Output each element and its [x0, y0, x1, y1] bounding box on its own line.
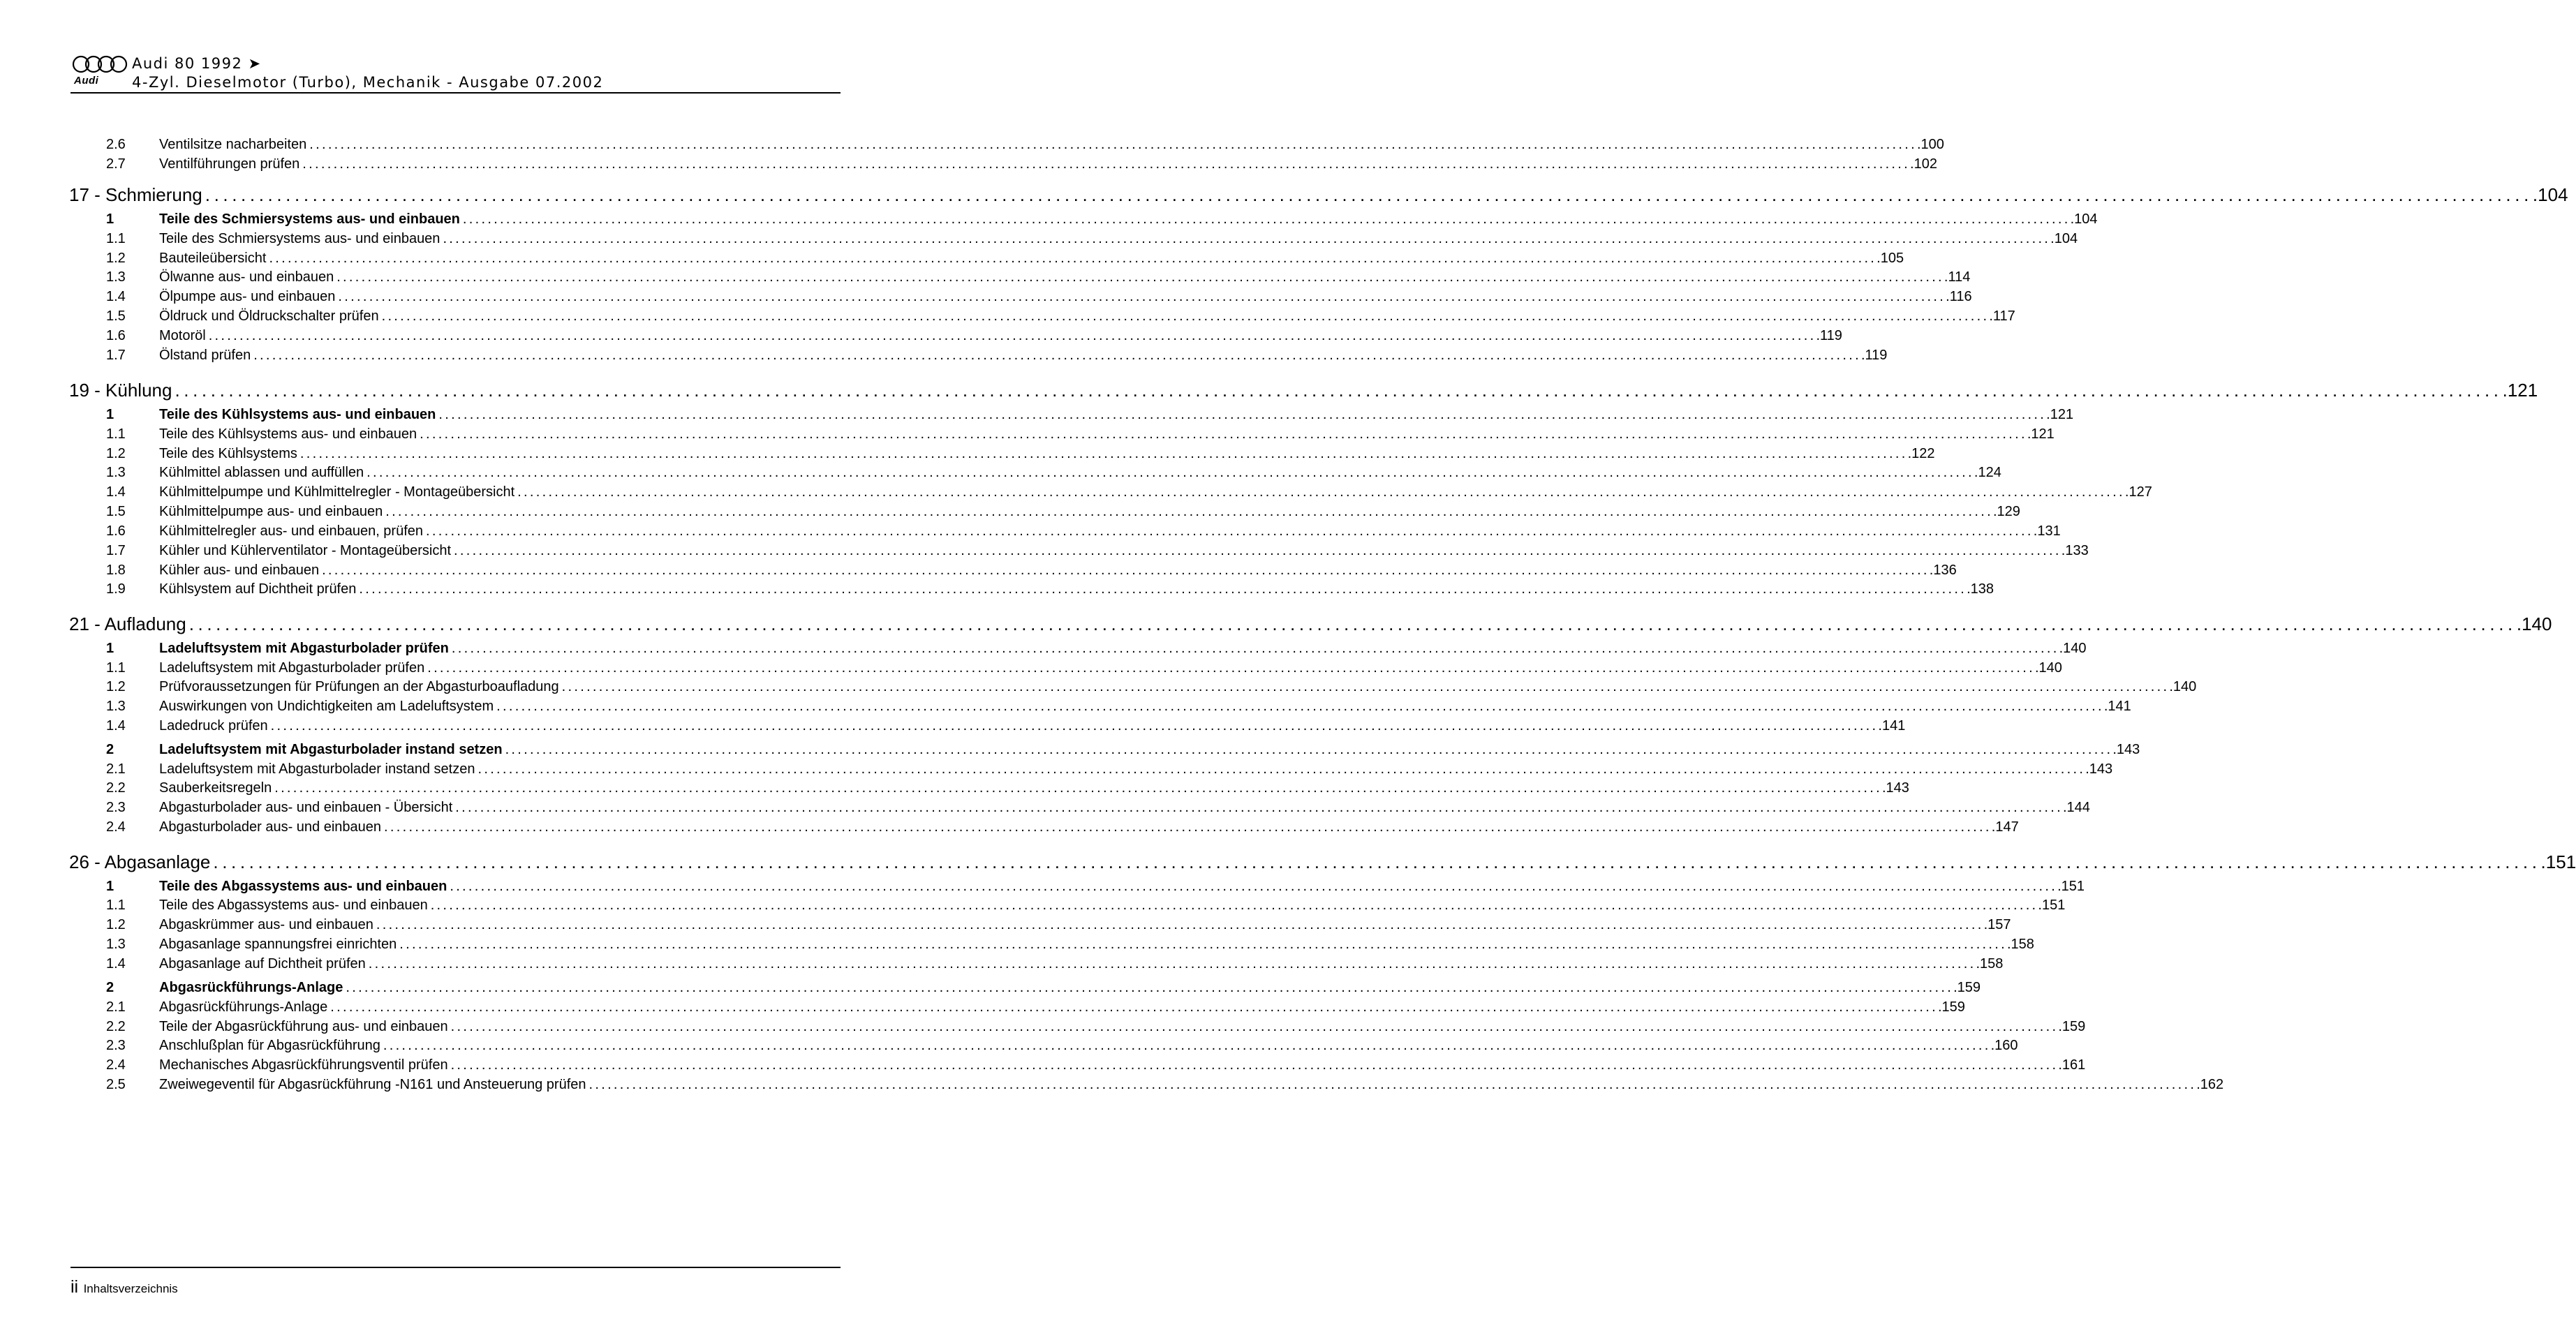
toc-entry-number: 1.4 [106, 289, 126, 304]
toc-entry-title: Ölpumpe aus- und einbauen [159, 289, 336, 304]
toc-entry [106, 426, 2055, 445]
dot-leader: .................................................................................................................................................................................................................................................................... [430, 898, 2038, 913]
toc-page-number: .124 [1974, 465, 2001, 480]
toc-entry [106, 699, 2131, 717]
dot-leader: .................................................................................................................................................................................................................................................................... [359, 581, 1967, 597]
toc-page-number: .158 [2006, 937, 2034, 952]
toc-entry-title: Kühler und Kühlerventilator - Montageübersicht [159, 543, 452, 558]
toc-entry [106, 780, 1909, 798]
dot-leader: .................................................................................................................................................................................................................................................................... [367, 465, 1974, 480]
toc-entry-number: 2.3 [106, 800, 126, 815]
toc-entry [106, 641, 2087, 659]
toc-entry-title: Kühlmittelpumpe und Kühlmittelregler - Montageübersicht [159, 484, 515, 500]
toc-chapter-heading [69, 851, 2576, 874]
toc-chapter-title: 19 - Kühlung [69, 380, 172, 401]
toc-page-number: .159 [1938, 999, 1965, 1015]
dot-leader: .................................................................................................................................................................................................................................................................... [270, 718, 1879, 734]
toc-page-number: .147 [1991, 819, 2019, 835]
toc-chapter-heading [69, 380, 2538, 402]
toc-entry [106, 800, 2090, 818]
toc-page-number: .121 [2502, 380, 2538, 401]
toc-page-number: .122 [1907, 446, 1935, 461]
dot-leader: .................................................................................................................................................................................................................................................................... [175, 380, 2503, 401]
dot-leader: .................................................................................................................................................................................................................................................................... [368, 956, 1976, 972]
toc-entry-title: Teile des Schmiersystems aus- und einbauen [159, 211, 460, 227]
toc-page-number: .117 [1989, 308, 2015, 324]
toc-entry-title: Abgasanlage auf Dichtheit prüfen [159, 956, 366, 972]
toc-page-number: .144 [2063, 800, 2090, 815]
toc-page-number: .138 [1967, 581, 1994, 597]
toc-entry-title: Abgasrückführungs-Anlage [159, 980, 343, 995]
dot-leader: .................................................................................................................................................................................................................................................................... [330, 999, 1938, 1015]
header-model: Audi 80 1992 ➤ [132, 55, 262, 72]
toc-entry-number: 1.5 [106, 504, 126, 519]
toc-entry [106, 231, 2078, 249]
toc-chapter-heading [69, 184, 2568, 207]
toc-entry [106, 1057, 2086, 1075]
toc-page-number: .119 [1816, 328, 1842, 343]
toc-entry-number: 2.5 [106, 1077, 126, 1092]
toc-entry [106, 446, 1935, 464]
toc-entry-number: 2.7 [106, 156, 126, 172]
toc-page-number: .140 [2034, 660, 2062, 676]
toc-entry-number: 1.3 [106, 937, 126, 952]
toc-chapter-heading [69, 613, 2552, 636]
dot-leader: .................................................................................................................................................................................................................................................................... [269, 251, 1877, 266]
toc-entry [106, 1077, 2224, 1095]
toc-entry-title: Kühlmittelregler aus- und einbauen, prüfen [159, 523, 424, 539]
toc-page-number: .160 [1990, 1038, 2018, 1053]
dot-leader: .................................................................................................................................................................................................................................................................... [274, 780, 1882, 796]
toc-entry-title: Ventilsitze nacharbeiten [159, 137, 307, 152]
dot-leader: .................................................................................................................................................................................................................................................................... [346, 980, 1954, 995]
toc-entry-number: 1.5 [106, 308, 126, 324]
toc-page-number: .162 [2196, 1077, 2224, 1092]
toc-entry-title: Sauberkeitsregeln [159, 780, 272, 796]
toc-chapter-title: 21 - Aufladung [69, 613, 186, 634]
dot-leader: .................................................................................................................................................................................................................................................................... [438, 407, 2047, 422]
dot-leader: .................................................................................................................................................................................................................................................................... [302, 156, 1911, 172]
toc-entry-number: 1.2 [106, 446, 126, 461]
dot-leader: .................................................................................................................................................................................................................................................................... [384, 819, 1992, 835]
dot-leader: .................................................................................................................................................................................................................................................................... [381, 308, 1990, 324]
toc-entry-title: Ölstand prüfen [159, 348, 251, 363]
toc-entry-title: Ölwanne aus- und einbauen [159, 269, 334, 285]
toc-page-number: .143 [2085, 761, 2113, 777]
toc-entry [106, 761, 2113, 780]
toc-page-number: .102 [1910, 156, 1937, 172]
toc-entry [106, 999, 1965, 1018]
dot-leader: .................................................................................................................................................................................................................................................................... [496, 699, 2104, 714]
toc-entry [106, 156, 1937, 174]
toc-entry-title: Abgasturbolader aus- und einbauen - Übersicht [159, 800, 453, 815]
dot-leader: .................................................................................................................................................................................................................................................................... [213, 851, 2541, 872]
dot-leader: .................................................................................................................................................................................................................................................................... [253, 348, 1861, 363]
toc-entry-number: 1.1 [106, 660, 126, 676]
page-footer [71, 1277, 178, 1297]
toc-entry-title: Kühlsystem auf Dichtheit prüfen [159, 581, 357, 597]
toc-entry-number: 2.2 [106, 780, 126, 796]
dot-leader: .................................................................................................................................................................................................................................................................... [478, 761, 2086, 777]
toc-entry [106, 718, 1906, 736]
toc-entry-number: 2.1 [106, 999, 126, 1015]
dot-leader: .................................................................................................................................................................................................................................................................... [420, 426, 2027, 442]
toc-entry [106, 211, 2098, 230]
toc-entry-title: Teile des Kühlsystems aus- und einbauen [159, 426, 417, 442]
toc-entry-title: Anschlußplan für Abgasrückführung [159, 1038, 380, 1053]
toc-page-number: .140 [2169, 679, 2197, 694]
toc-entry-title: Abgasrückführungs-Anlage [159, 999, 328, 1015]
toc-page-number: .158 [1976, 956, 2004, 972]
toc-page-number: .116 [1946, 289, 1972, 304]
toc-chapter-title: 26 - Abgasanlage [69, 851, 211, 872]
toc-page-number: .143 [2112, 742, 2140, 757]
toc-page-number: .140 [2059, 641, 2087, 656]
toc-entry-title: Teile der Abgasrückführung aus- und einbauen [159, 1019, 448, 1034]
toc-entry-number: 1.3 [106, 269, 126, 285]
dot-leader: .................................................................................................................................................................................................................................................................... [561, 679, 2170, 694]
toc-entry-title: Teile des Schmiersystems aus- und einbauen [159, 231, 441, 246]
toc-entry [106, 917, 2011, 935]
toc-entry [106, 308, 2015, 327]
dot-leader: .................................................................................................................................................................................................................................................................... [455, 800, 2063, 815]
dot-leader: .................................................................................................................................................................................................................................................................... [338, 289, 1946, 304]
toc-entry-title: Zweiwegeventil für Abgasrückführung -N161 und Ansteuerung prüfen [159, 1077, 586, 1092]
toc-page-number: .131 [2033, 523, 2061, 539]
dot-leader: .................................................................................................................................................................................................................................................................... [322, 563, 1930, 578]
toc-entry-number: 1.9 [106, 581, 126, 597]
toc-entry-title: Teile des Kühlsystems [159, 446, 297, 461]
toc-entry-number: 2 [106, 742, 114, 757]
toc-page-number: .104 [2050, 231, 2078, 246]
toc-page-number: .161 [2058, 1057, 2086, 1073]
dot-leader: .................................................................................................................................................................................................................................................................... [450, 879, 2058, 894]
toc-entry-number: 2.6 [106, 137, 126, 152]
toc-entry-number: 1 [106, 879, 114, 894]
toc-entry [106, 679, 2197, 697]
toc-entry [106, 504, 2020, 522]
toc-entry-title: Prüfvoraussetzungen für Prüfungen an der Abgasturboaufladung [159, 679, 559, 694]
toc-entry [106, 980, 1981, 998]
dot-leader: .................................................................................................................................................................................................................................................................... [517, 484, 2125, 500]
toc-entry-number: 1.6 [106, 328, 126, 343]
toc-entry-title: Ladeluftsystem mit Abgasturbolader instand setzen [159, 742, 503, 757]
toc-entry-title: Öldruck und Öldruckschalter prüfen [159, 308, 379, 324]
toc-entry-title: Kühler aus- und einbauen [159, 563, 320, 578]
toc-entry-number: 1.1 [106, 426, 126, 442]
toc-entry-number: 2.4 [106, 1057, 126, 1073]
toc-entry-number: 1 [106, 407, 114, 422]
toc-entry [106, 1019, 2086, 1037]
toc-entry-number: 1.3 [106, 699, 126, 714]
toc-chapter-title: 17 - Schmierung [69, 184, 202, 205]
toc-entry [106, 543, 2089, 561]
toc-entry-number: 1.4 [106, 484, 126, 500]
dot-leader: .................................................................................................................................................................................................................................................................... [188, 613, 2517, 634]
toc-entry-number: 1.2 [106, 679, 126, 694]
toc-entry-title: Motoröl [159, 328, 206, 343]
toc-entry-title: Teile des Abgassystems aus- und einbauen [159, 898, 428, 913]
toc-page-number: .121 [2046, 407, 2074, 422]
toc-entry [106, 465, 2001, 483]
toc-entry-title: Auswirkungen von Undichtigkeiten am Ladeluftsystem [159, 699, 494, 714]
dot-leader: .................................................................................................................................................................................................................................................................... [385, 504, 1993, 519]
toc-entry-title: Abgaskrümmer aus- und einbauen [159, 917, 373, 932]
toc-entry-number: 2.2 [106, 1019, 126, 1034]
toc-entry-number: 1 [106, 641, 114, 656]
dot-leader: .................................................................................................................................................................................................................................................................... [336, 269, 1944, 285]
toc-entry-number: 1 [106, 211, 114, 227]
footer-divider [71, 1267, 841, 1268]
dot-leader: .................................................................................................................................................................................................................................................................... [208, 328, 1816, 343]
toc-entry-number: 1.4 [106, 718, 126, 734]
footer-page-number: ii [71, 1277, 79, 1297]
toc-entry [106, 269, 1971, 288]
toc-page-number: .159 [1953, 980, 1981, 995]
toc-page-number: .100 [1916, 137, 1944, 152]
dot-leader: .................................................................................................................................................................................................................................................................... [309, 137, 1917, 152]
toc-entry-number: 2 [106, 980, 114, 995]
toc-page-number: .104 [2070, 211, 2098, 227]
toc-entry-title: Ventilführungen prüfen [159, 156, 300, 172]
toc-entry [106, 563, 1957, 581]
dot-leader: .................................................................................................................................................................................................................................................................... [399, 937, 2007, 952]
toc-page-number: .157 [1983, 917, 2011, 932]
toc-entry [106, 348, 1888, 366]
toc-page-number: .151 [2540, 851, 2576, 872]
dot-leader: .................................................................................................................................................................................................................................................................... [205, 184, 2533, 205]
dot-leader: .................................................................................................................................................................................................................................................................... [427, 660, 2035, 676]
toc-entry-title: Ladeluftsystem mit Abgasturbolader instand setzen [159, 761, 475, 777]
dot-leader: .................................................................................................................................................................................................................................................................... [451, 641, 2059, 656]
toc-entry [106, 1038, 2018, 1056]
toc-entry-number: 1.2 [106, 917, 126, 932]
toc-entry [106, 289, 1972, 307]
toc-entry-title: Teile des Kühlsystems aus- und einbauen [159, 407, 436, 422]
toc-entry [106, 898, 2066, 916]
toc-entry-title: Ladedruck prüfen [159, 718, 268, 734]
toc-entry-title: Mechanisches Abgasrückführungsventil prüfen [159, 1057, 448, 1073]
toc-entry [106, 956, 2004, 974]
dot-leader: .................................................................................................................................................................................................................................................................... [299, 446, 1908, 461]
toc-entry [106, 879, 2085, 897]
toc-page-number: .121 [2027, 426, 2055, 442]
toc-entry-number: 2.3 [106, 1038, 126, 1053]
toc-entry-title: Ladeluftsystem mit Abgasturbolader prüfen [159, 660, 425, 676]
toc-page-number: .114 [1944, 269, 1971, 285]
dot-leader: .................................................................................................................................................................................................................................................................... [383, 1038, 1991, 1053]
toc-entry [106, 251, 1904, 269]
toc-entry-number: 1.8 [106, 563, 126, 578]
toc-entry-title: Kühlmittel ablassen und auffüllen [159, 465, 364, 480]
toc-entry [106, 328, 1842, 346]
toc-entry-title: Teile des Abgassystems aus- und einbauen [159, 879, 447, 894]
dot-leader: .................................................................................................................................................................................................................................................................... [505, 742, 2113, 757]
toc-page-number: .136 [1929, 563, 1957, 578]
toc-page-number: .141 [1878, 718, 1906, 734]
dot-leader: .................................................................................................................................................................................................................................................................... [454, 543, 2061, 558]
toc-page-number: .133 [2061, 543, 2089, 558]
toc-entry-number: 1.6 [106, 523, 126, 539]
toc-entry-number: 1.4 [106, 956, 126, 972]
toc-page-number: .105 [1877, 251, 1904, 266]
toc-entry-number: 2.1 [106, 761, 126, 777]
toc-page-number: .141 [2103, 699, 2131, 714]
toc-entry-title: Ladeluftsystem mit Abgasturbolader prüfen [159, 641, 449, 656]
footer-label: Inhaltsverzeichnis [83, 1282, 178, 1295]
toc-entry [106, 484, 2152, 502]
toc-page-number: .151 [2038, 898, 2066, 913]
audi-wordmark: Audi [74, 75, 99, 87]
toc-entry [106, 742, 2140, 760]
toc-entry [106, 937, 2034, 955]
toc-page-number: .104 [2532, 184, 2568, 205]
dot-leader: .................................................................................................................................................................................................................................................................... [450, 1057, 2059, 1073]
toc-page-number: .159 [2058, 1019, 2086, 1034]
dot-leader: .................................................................................................................................................................................................................................................................... [450, 1019, 2059, 1034]
toc-page-number: .127 [2124, 484, 2152, 500]
dot-leader: .................................................................................................................................................................................................................................................................... [589, 1077, 2197, 1092]
toc-entry-title: Bauteileübersicht [159, 251, 267, 266]
toc-entry-number: 1.7 [106, 348, 126, 363]
toc-entry [106, 137, 1944, 155]
toc-page-number: .143 [1881, 780, 1909, 796]
toc-entry [106, 407, 2074, 425]
header-subtitle: 4-Zyl. Dieselmotor (Turbo), Mechanik - Ausgabe 07.2002 [132, 74, 604, 91]
toc-entry-title: Abgasturbolader aus- und einbauen [159, 819, 382, 835]
toc-entry-number: 1.1 [106, 231, 126, 246]
dot-leader: .................................................................................................................................................................................................................................................................... [426, 523, 2034, 539]
toc-entry-title: Abgasanlage spannungsfrei einrichten [159, 937, 397, 952]
toc-entry [106, 819, 2019, 838]
toc-entry-number: 2.4 [106, 819, 126, 835]
toc-entry-number: 1.3 [106, 465, 126, 480]
toc-entry [106, 660, 2062, 678]
toc-entry-number: 1.2 [106, 251, 126, 266]
dot-leader: .................................................................................................................................................................................................................................................................... [376, 917, 1984, 932]
toc-page-number: .129 [1992, 504, 2020, 519]
toc-page-number: .119 [1860, 348, 1888, 363]
toc-entry-number: 1.1 [106, 898, 126, 913]
toc-entry [106, 581, 1994, 600]
toc-entry-number: 1.7 [106, 543, 126, 558]
toc-entry [106, 523, 2061, 542]
toc-page-number: .151 [2057, 879, 2085, 894]
toc-entry-title: Kühlmittelpumpe aus- und einbauen [159, 504, 383, 519]
dot-leader: .................................................................................................................................................................................................................................................................... [462, 211, 2071, 227]
toc-page-number: .140 [2516, 613, 2552, 634]
dot-leader: .................................................................................................................................................................................................................................................................... [443, 231, 2051, 246]
